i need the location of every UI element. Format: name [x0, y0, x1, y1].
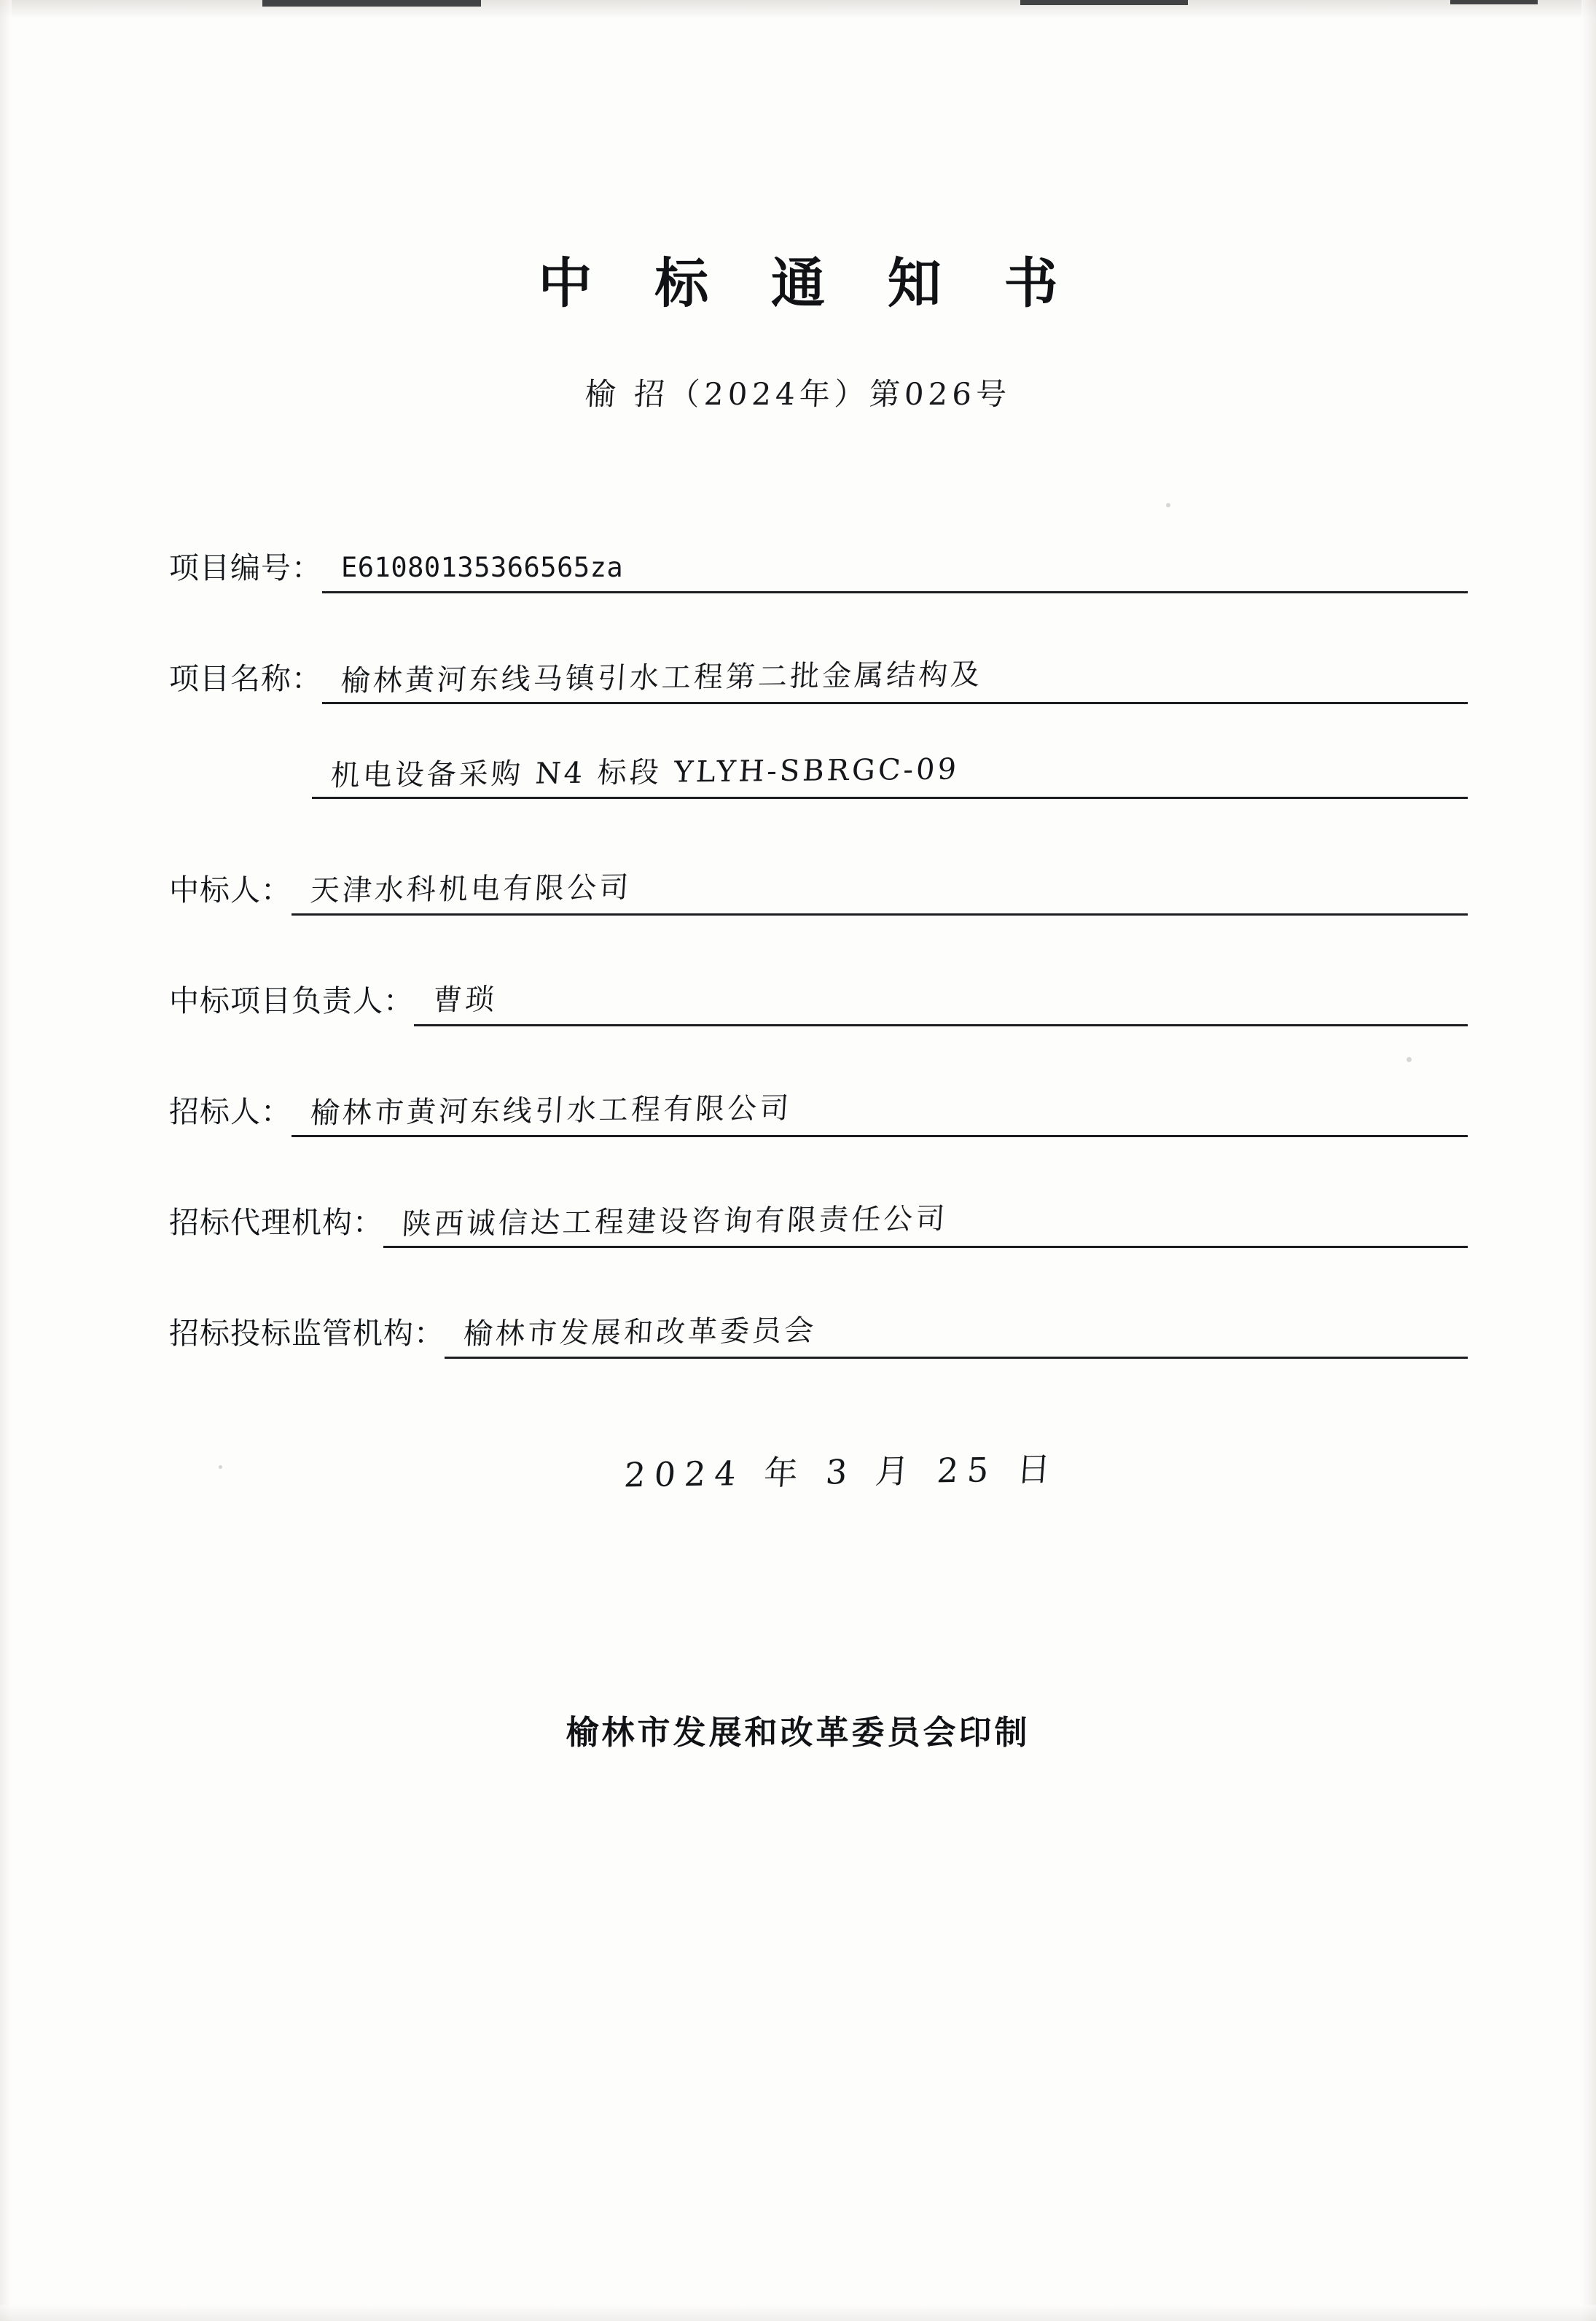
form-fields	[0, 531, 1596, 1359]
field-row-winning-bidder	[169, 853, 1468, 916]
field-label-project-manager: 中标项目负责人：	[169, 983, 414, 1018]
field-row-project-name-line2	[169, 736, 1468, 799]
page-title: 中 标 通 知 书	[538, 252, 1080, 315]
field-underline-tender-agency	[383, 1196, 1468, 1248]
field-value-project-name: 榆林黄河东线马镇引水工程第二批金属结构及	[340, 658, 984, 698]
field-row-project-name	[169, 641, 1468, 704]
field-row-project-code	[169, 531, 1468, 593]
field-row-tender-agency	[169, 1185, 1468, 1248]
field-underline-project-manager	[414, 975, 1468, 1026]
field-label-supervisory-authority: 招标投标监管机构：	[169, 1316, 445, 1351]
field-value-tenderer: 榆林市黄河东线引水工程有限公司	[309, 1091, 793, 1131]
field-label-project-name: 项目名称：	[169, 661, 322, 696]
field-underline-project-name	[322, 652, 1468, 704]
issuing-authority-footer: 榆林市发展和改革委员会印制	[566, 1713, 1030, 1752]
field-underline-project-name-line2	[312, 747, 1468, 799]
field-value-tender-agency: 陕西诚信达工程建设咨询有限责任公司	[401, 1202, 949, 1241]
field-label-tender-agency: 招标代理机构：	[169, 1205, 383, 1240]
field-value-supervisory-authority: 榆林市发展和改革委员会	[462, 1314, 818, 1351]
field-underline-tenderer	[292, 1085, 1468, 1137]
field-underline-supervisory-authority	[445, 1307, 1468, 1359]
field-underline-winning-bidder	[292, 864, 1468, 916]
field-value-project-name-line2: 机电设备采购 N4 标段 YLYH-SBRGC-09	[329, 752, 961, 793]
field-label-project-code: 项目编号：	[169, 550, 322, 585]
field-value-winning-bidder: 天津水科机电有限公司	[309, 870, 633, 908]
field-row-supervisory-authority	[169, 1296, 1468, 1359]
signature-date: 2024 年 3 月 25 日	[622, 1449, 1061, 1495]
field-value-project-manager: 曹琐	[431, 983, 498, 1018]
field-label-winning-bidder: 中标人：	[169, 873, 292, 908]
scan-edge-bottom	[0, 2305, 1596, 2321]
field-underline-project-code	[322, 542, 1468, 593]
document-number: 榆 招（2024年）第026号	[584, 376, 1012, 412]
field-row-project-manager	[169, 964, 1468, 1026]
field-row-tenderer	[169, 1074, 1468, 1137]
field-value-project-code: E61080135366565za	[341, 552, 624, 584]
field-label-tenderer: 招标人：	[169, 1094, 292, 1129]
